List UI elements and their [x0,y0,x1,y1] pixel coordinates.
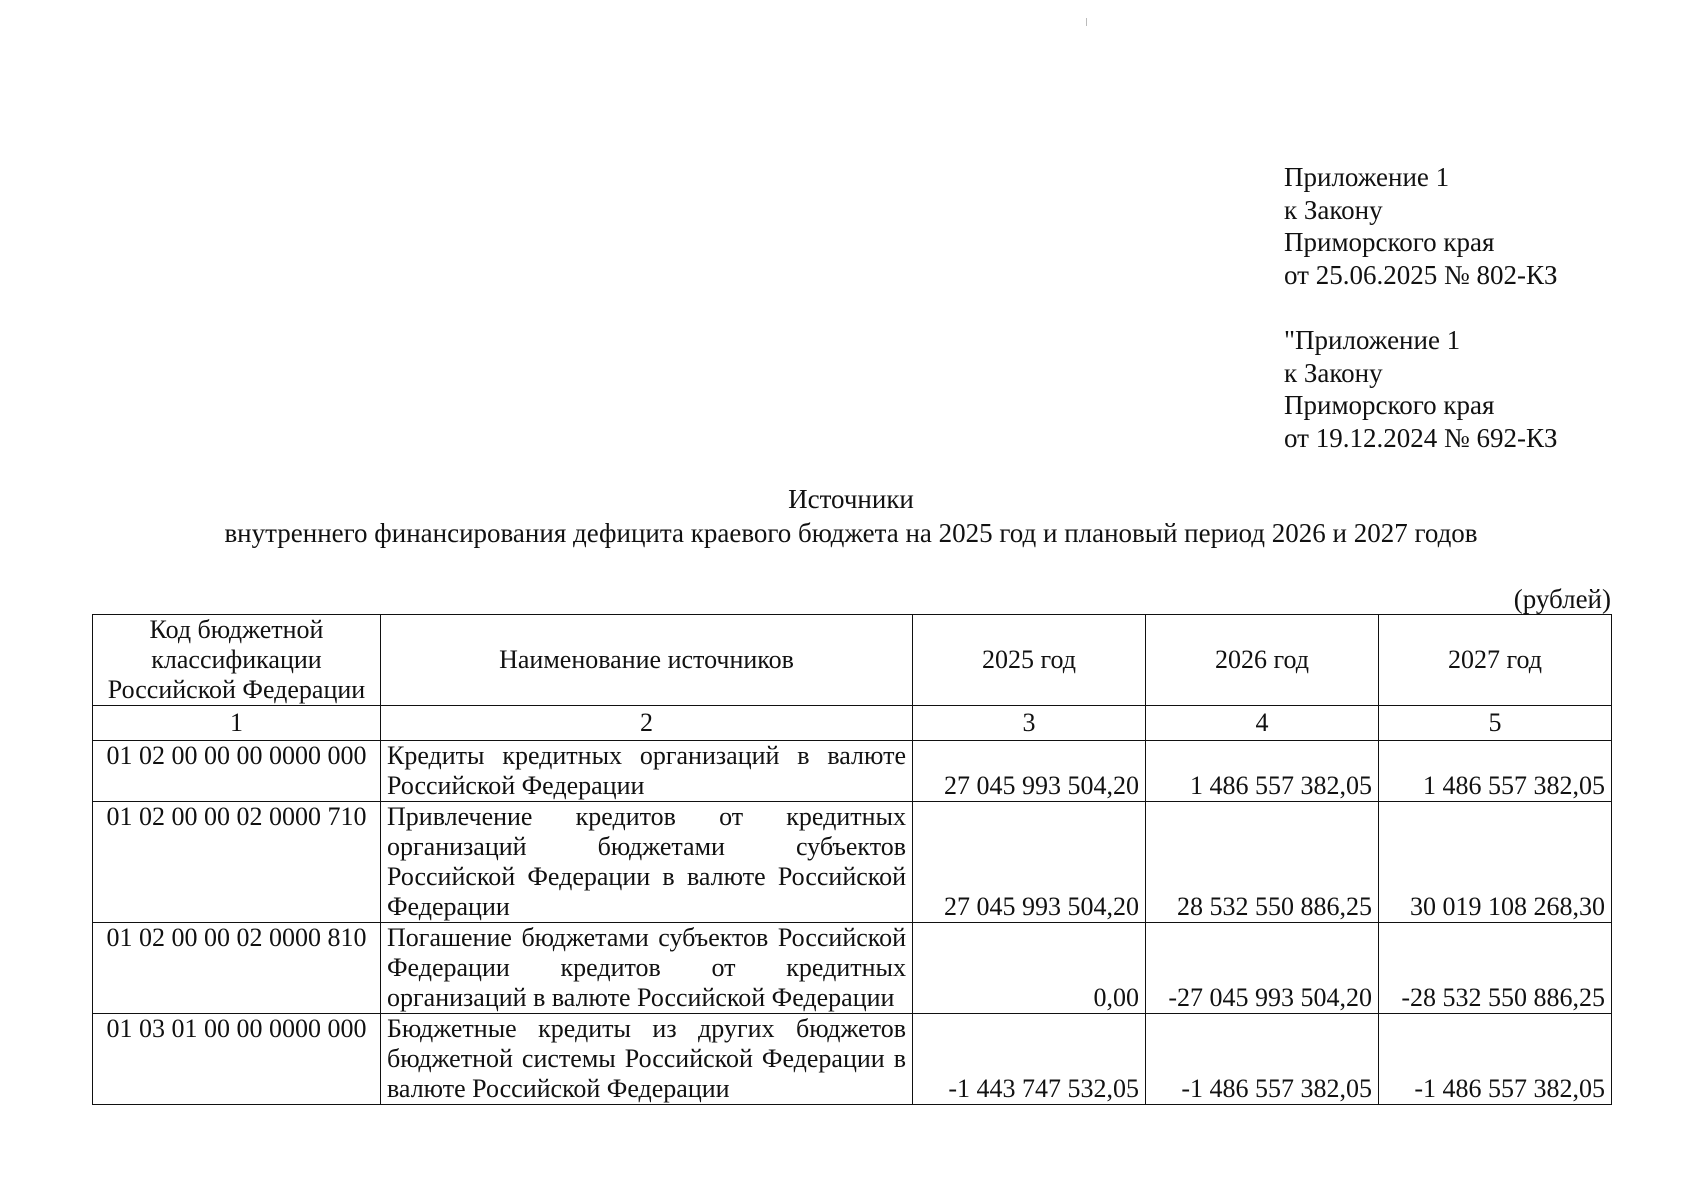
header-2025: 2025 год [913,615,1146,706]
attachment-line: Приложение 1 [1284,162,1450,192]
attachment-line: Приморского края [1284,227,1495,257]
table-row [93,741,1612,802]
unit-label: (рублей) [1513,584,1611,614]
row-value-2027: 1 486 557 382,05 [1379,741,1612,802]
row-code: 01 02 00 00 02 0000 810 [93,923,381,1014]
attachment-line: от 25.06.2025 № 802-КЗ [1284,259,1558,290]
attachment-line: к Закону [1284,357,1383,388]
column-number-row [93,706,1612,741]
document-title [92,482,1610,550]
table-row [93,802,1612,923]
row-value-2025: 27 045 993 504,20 [913,741,1146,802]
attachment-line: "Приложение 1 [1284,325,1461,355]
header-code: Код бюджетной классификации Российской Федерации [93,615,381,706]
row-code: 01 03 01 00 00 0000 000 [93,1014,381,1105]
row-value-2026: 28 532 550 886,25 [1146,802,1379,923]
table-row [93,1014,1612,1105]
attachment-line: от 19.12.2024 № 692-КЗ [1284,422,1558,453]
row-name: Бюджетные кредиты из других бюджетов бюджетной системы Российской Федерации в валюте Российской Федерации [381,1014,913,1105]
header-name: Наименование источников [381,615,913,706]
row-value-2026: -1 486 557 382,05 [1146,1014,1379,1105]
title-line-2: внутреннего финансирования дефицита краевого бюджета на 2025 год и плановый период 2026 и 2027 годов [224,518,1478,548]
row-value-2027: -28 532 550 886,25 [1379,923,1612,1014]
row-value-2025: -1 443 747 532,05 [913,1014,1146,1105]
header-2027: 2027 год [1379,615,1612,706]
column-number: 4 [1146,706,1379,741]
row-value-2026: -27 045 993 504,20 [1146,923,1379,1014]
row-value-2027: 30 019 108 268,30 [1379,802,1612,923]
column-number: 3 [913,706,1146,741]
attachment-line: Приморского края [1284,390,1495,420]
table-row [93,923,1612,1014]
attachment-line: к Закону [1284,194,1383,225]
column-number: 1 [93,706,381,741]
column-number: 5 [1379,706,1612,741]
column-number: 2 [381,706,913,741]
row-code: 01 02 00 00 02 0000 710 [93,802,381,923]
row-value-2025: 27 045 993 504,20 [913,802,1146,923]
row-value-2026: 1 486 557 382,05 [1146,741,1379,802]
row-value-2025: 0,00 [913,923,1146,1014]
header-2026: 2026 год [1146,615,1379,706]
row-name: Кредиты кредитных организаций в валюте Российской Федерации [381,741,913,802]
sources-table [92,614,1612,1105]
row-name: Привлечение кредитов от кредитных организаций бюджетами субъектов Российской Федерации в валюте Российской Федерации [381,802,913,923]
header-row [93,615,1612,706]
attachment-block-previous [1284,324,1557,454]
row-code: 01 02 00 00 00 0000 000 [93,741,381,802]
title-line-1: Источники [788,484,914,514]
attachment-block-current [1284,161,1557,291]
row-value-2027: -1 486 557 382,05 [1379,1014,1612,1105]
row-name: Погашение бюджетами субъектов Российской Федерации кредитов от кредитных организаций в валюте Российской Федерации [381,923,913,1014]
scan-mark [1086,18,1087,26]
